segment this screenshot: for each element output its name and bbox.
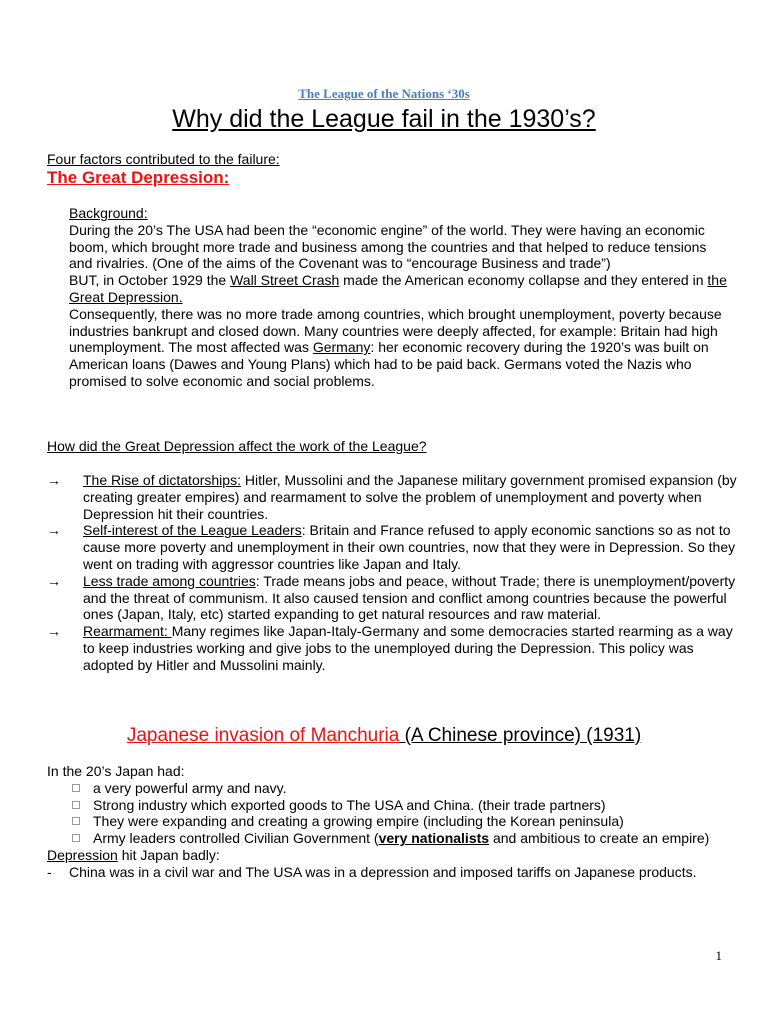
manchuria-lead: In the 20’s Japan had: xyxy=(47,763,185,779)
background-paragraph-2 xyxy=(69,272,729,306)
very-nationalists-term: very nationalists xyxy=(378,830,490,847)
background-paragraph-3 xyxy=(69,306,729,390)
germany-term: Germany xyxy=(312,339,371,356)
list-item xyxy=(47,780,727,797)
document-subtitle: The League of the Nations ‘30s xyxy=(298,86,470,101)
intro-line: Four factors contributed to the failure: xyxy=(47,151,280,167)
checkbox-square-icon xyxy=(72,784,80,792)
arrow-icon: → xyxy=(47,472,61,488)
list-item xyxy=(47,522,737,572)
list-item xyxy=(47,472,737,522)
list-item-term: Self-interest of the League Leaders xyxy=(83,522,302,539)
wall-street-crash-term: Wall Street Crash xyxy=(230,272,340,289)
list-item-term: Rearmament: xyxy=(83,623,172,640)
list-item-text: : Trade means jobs and peace, without Trade; there is unemployment/poverty and the threat of communism. It also caused tension and conflict among countries because the powerful ones (Japan, Italy, etc) started expanding to get natural resources and raw material. xyxy=(83,572,736,623)
list-item xyxy=(47,813,727,830)
document-title: Why did the League fail in the 1930’s? xyxy=(172,105,596,133)
list-item xyxy=(47,864,727,881)
checkbox-square-icon xyxy=(72,834,80,842)
background-section xyxy=(69,205,729,390)
text-run: Army leaders controlled Civilian Government ( xyxy=(93,830,379,847)
list-item xyxy=(47,623,737,673)
list-item-text: : Britain and France refused to apply economic sanctions so as not to cause more poverty and unemployment in their own countries, now that they were in Depression. So they went on trading with aggressor countries like Japan and Italy. xyxy=(83,522,736,572)
text-run: : her economic recovery during the 1920’s was built on American loans (Dawes and Young Plans) which had to be paid back. Germans voted the Nazis who promised to solve economic and social problems. xyxy=(69,339,709,389)
depression-line xyxy=(47,847,727,864)
list-item xyxy=(47,573,737,623)
manchuria-heading-rest: (A Chinese province) (1931) xyxy=(399,725,642,746)
text-run: Consequently, there was no more trade among countries, which brought unemployment, poverty because industries bankrupt and closed down. Many countries were deeply affected, for example: Britain had high unemployment. The most affected was xyxy=(69,305,722,356)
arrow-icon: → xyxy=(47,572,61,589)
background-paragraph-1: During the 20’s The USA had been the “economic engine” of the world. They were having an economic boom, which brought more trade and business among the countries and that helped to reduce tensions and rivalries. (One of the aims of the Covenant was to “encourage Business and trade”) xyxy=(69,221,707,272)
list-item-text: Hitler, Mussolini and the Japanese military government promised expansion (by creating greater empires) and rearmament to solve the problem of unemployment and poverty when Depression hit their countries. xyxy=(83,472,737,522)
checkbox-square-icon xyxy=(72,817,80,825)
page-number: 1 xyxy=(715,948,722,963)
text-run: made the American economy collapse and they entered in xyxy=(339,272,708,289)
great-depression-term: the Great Depression. xyxy=(69,272,727,305)
list-item-text: China was in a civil war and The USA was in a depression and imposed tariffs on Japanese products. xyxy=(69,863,697,880)
checkbox-square-icon xyxy=(72,801,80,809)
effects-question: How did the Great Depression affect the work of the League? xyxy=(47,438,427,454)
arrow-icon: → xyxy=(47,522,61,539)
text-run: BUT, in October 1929 the xyxy=(69,272,231,289)
manchuria-heading-red: Japanese invasion of Manchuria xyxy=(126,725,400,746)
list-item-text: Many regimes like Japan-Italy-Germany and some democracies started rearming as a way to keep industries working and give jobs to the unemployed during the Depression. This policy was adopted by Hitler and Mussolini mainly. xyxy=(83,623,733,673)
effects-list xyxy=(47,472,737,674)
list-item xyxy=(47,797,727,814)
great-depression-heading: The Great Depression: xyxy=(47,168,230,187)
background-label: Background: xyxy=(69,205,148,221)
list-item-text: Strong industry which exported goods to The USA and China. (their trade partners) xyxy=(93,796,606,813)
manchuria-heading xyxy=(0,724,768,748)
list-item-term: The Rise of dictatorships: xyxy=(83,472,241,488)
list-item-text: a very powerful army and navy. xyxy=(93,779,287,796)
list-item xyxy=(47,830,727,847)
list-item-text: They were expanding and creating a growing empire (including the Korean peninsula) xyxy=(93,813,624,830)
dash-marker: - xyxy=(47,863,52,880)
depression-term: Depression xyxy=(47,846,118,863)
text-run: hit Japan badly: xyxy=(117,846,220,863)
text-run: and ambitious to create an empire) xyxy=(489,830,710,847)
list-item-term: Less trade among countries xyxy=(83,572,256,589)
manchuria-section xyxy=(47,763,727,881)
arrow-icon: → xyxy=(47,623,61,640)
